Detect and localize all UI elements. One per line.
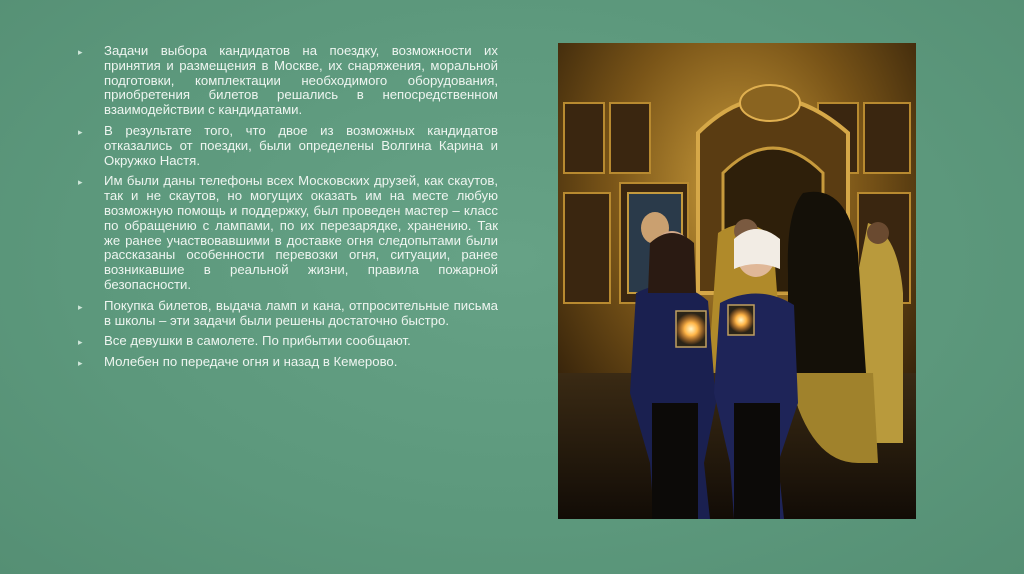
- bullet-marker-icon: ▸: [78, 358, 83, 369]
- bullet-text: Молебен по передаче огня и назад в Кемерово.: [104, 354, 398, 370]
- bullet-marker-icon: ▸: [78, 301, 83, 312]
- bullet-marker-icon: ▸: [78, 47, 83, 57]
- bullet-marker-icon: ▸: [78, 126, 83, 137]
- bullet-text: Покупка билетов, выдача ламп и кана, отпросительные письма в школы – эти задачи были решены достаточно быстро.: [104, 297, 498, 328]
- bullet-item: [78, 44, 498, 118]
- bullet-item: [78, 334, 498, 349]
- bullet-marker-icon: ▸: [78, 177, 83, 188]
- church-photo-illustration: [558, 43, 916, 519]
- bullet-text: Все девушки в самолете. По прибытии сообщают.: [104, 333, 411, 349]
- bullet-text: Задачи выбора кандидатов на поездку, возможности их принятия и размещения в Москве, их снаряжения, моральной подготовки, комплектации необходимого оборудования, приобретения билетов решались в непосредственном взаимодействии с кандидатами.: [104, 43, 498, 118]
- bullet-item: [78, 124, 498, 168]
- bullet-text: Им были даны телефоны всех Московских друзей, как скаутов, так и не скаутов, но могущих оказать им на месте любую возможную помощь и поддержку, был проведен мастер – класс по обращению с лампами, по их перезарядке, хранению. Так же ранее участвовавшими в доставке огня следопытами были рассказаны особенности перевозки огня, ситуации, ранее возникавшие в реальной жизни, правила пожарной безопасности.: [104, 173, 498, 292]
- bullet-item: [78, 174, 498, 292]
- church-photo: [558, 43, 916, 519]
- bullet-item: [78, 299, 498, 329]
- bullet-list: [78, 44, 498, 376]
- bullet-item: [78, 355, 498, 370]
- bullet-marker-icon: ▸: [78, 337, 83, 348]
- bullet-text: В результате того, что двое из возможных кандидатов отказались от поездки, были определены Волгина Карина и Окружко Настя.: [104, 122, 498, 168]
